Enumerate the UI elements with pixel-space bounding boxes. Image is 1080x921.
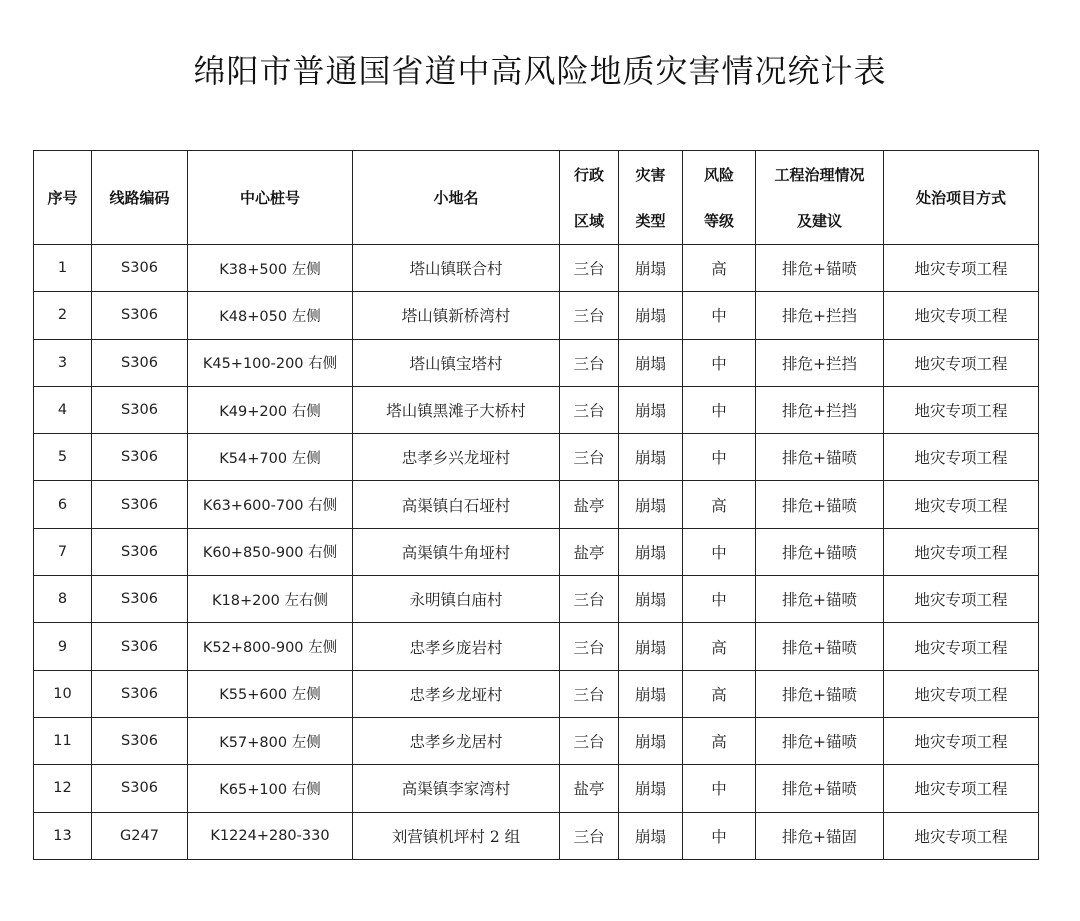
cell-risk: 中 bbox=[683, 386, 756, 433]
cell-method: 地灾专项工程 bbox=[884, 576, 1039, 623]
column-header-method bbox=[884, 151, 1039, 245]
cell-route: G247 bbox=[92, 812, 188, 859]
cell-risk: 中 bbox=[683, 812, 756, 859]
cell-treatment: 排危+拦挡 bbox=[756, 339, 884, 386]
column-header-label: 序号 bbox=[47, 188, 78, 207]
cell-region: 三台 bbox=[560, 339, 619, 386]
cell-seq: 2 bbox=[34, 292, 92, 339]
cell-method: 地灾专项工程 bbox=[884, 386, 1039, 433]
cell-method: 地灾专项工程 bbox=[884, 339, 1039, 386]
cell-region: 三台 bbox=[560, 292, 619, 339]
cell-treatment: 排危+锚喷 bbox=[756, 434, 884, 481]
column-header-label: 类型 bbox=[635, 211, 666, 230]
cell-seq: 13 bbox=[34, 812, 92, 859]
table-row bbox=[34, 434, 1039, 481]
cell-method: 地灾专项工程 bbox=[884, 292, 1039, 339]
table-row bbox=[34, 623, 1039, 670]
cell-stake: K65+100 右侧 bbox=[188, 765, 353, 812]
cell-place: 忠孝乡龙居村 bbox=[353, 717, 560, 764]
cell-treatment: 排危+锚喷 bbox=[756, 245, 884, 292]
column-header-region bbox=[560, 151, 619, 245]
cell-route: S306 bbox=[92, 339, 188, 386]
cell-route: S306 bbox=[92, 717, 188, 764]
cell-stake: K54+700 左侧 bbox=[188, 434, 353, 481]
table-row bbox=[34, 245, 1039, 292]
cell-method: 地灾专项工程 bbox=[884, 765, 1039, 812]
cell-method: 地灾专项工程 bbox=[884, 670, 1039, 717]
table-row bbox=[34, 670, 1039, 717]
cell-risk: 中 bbox=[683, 765, 756, 812]
cell-place: 塔山镇联合村 bbox=[353, 245, 560, 292]
cell-place: 永明镇白庙村 bbox=[353, 576, 560, 623]
cell-risk: 中 bbox=[683, 292, 756, 339]
cell-stake: K57+800 左侧 bbox=[188, 717, 353, 764]
cell-place: 高渠镇白石垭村 bbox=[353, 481, 560, 528]
cell-type: 崩塌 bbox=[619, 812, 683, 859]
cell-type: 崩塌 bbox=[619, 528, 683, 575]
cell-treatment: 排危+锚喷 bbox=[756, 717, 884, 764]
column-header-treatment bbox=[756, 151, 884, 245]
cell-stake: K18+200 左右侧 bbox=[188, 576, 353, 623]
column-header-label: 线路编码 bbox=[109, 188, 170, 207]
page-title: 绵阳市普通国省道中高风险地质灾害情况统计表 bbox=[193, 52, 887, 90]
table-row bbox=[34, 481, 1039, 528]
cell-treatment: 排危+锚固 bbox=[756, 812, 884, 859]
column-header-risk bbox=[683, 151, 756, 245]
cell-stake: K52+800-900 左侧 bbox=[188, 623, 353, 670]
column-header-label: 灾害 bbox=[635, 165, 666, 184]
cell-type: 崩塌 bbox=[619, 576, 683, 623]
table-row bbox=[34, 765, 1039, 812]
column-header-label: 处治项目方式 bbox=[915, 188, 1006, 207]
cell-place: 塔山镇黑滩子大桥村 bbox=[353, 386, 560, 433]
cell-treatment: 排危+锚喷 bbox=[756, 481, 884, 528]
column-header-label: 小地名 bbox=[433, 188, 479, 207]
cell-route: S306 bbox=[92, 434, 188, 481]
cell-stake: K49+200 右侧 bbox=[188, 386, 353, 433]
cell-place: 忠孝乡兴龙垭村 bbox=[353, 434, 560, 481]
table-row bbox=[34, 812, 1039, 859]
cell-region: 盐亭 bbox=[560, 481, 619, 528]
cell-seq: 9 bbox=[34, 623, 92, 670]
cell-region: 三台 bbox=[560, 670, 619, 717]
cell-place: 忠孝乡龙垭村 bbox=[353, 670, 560, 717]
cell-region: 盐亭 bbox=[560, 528, 619, 575]
cell-method: 地灾专项工程 bbox=[884, 812, 1039, 859]
cell-stake: K63+600-700 右侧 bbox=[188, 481, 353, 528]
cell-route: S306 bbox=[92, 765, 188, 812]
cell-region: 三台 bbox=[560, 717, 619, 764]
cell-risk: 中 bbox=[683, 528, 756, 575]
column-header-label: 区域 bbox=[573, 211, 604, 230]
cell-stake: K45+100-200 右侧 bbox=[188, 339, 353, 386]
table-header-row bbox=[34, 151, 1039, 245]
cell-stake: K38+500 左侧 bbox=[188, 245, 353, 292]
cell-route: S306 bbox=[92, 386, 188, 433]
cell-treatment: 排危+拦挡 bbox=[756, 292, 884, 339]
hazard-statistics-table bbox=[33, 150, 1039, 860]
cell-risk: 高 bbox=[683, 717, 756, 764]
column-header-route bbox=[92, 151, 188, 245]
cell-route: S306 bbox=[92, 576, 188, 623]
column-header-label: 中心桩号 bbox=[239, 188, 300, 207]
cell-type: 崩塌 bbox=[619, 292, 683, 339]
cell-treatment: 排危+锚喷 bbox=[756, 528, 884, 575]
cell-type: 崩塌 bbox=[619, 765, 683, 812]
table-body bbox=[34, 245, 1039, 860]
cell-seq: 5 bbox=[34, 434, 92, 481]
cell-seq: 6 bbox=[34, 481, 92, 528]
cell-method: 地灾专项工程 bbox=[884, 245, 1039, 292]
column-header-label: 及建议 bbox=[796, 211, 842, 230]
column-header-type bbox=[619, 151, 683, 245]
cell-route: S306 bbox=[92, 623, 188, 670]
cell-route: S306 bbox=[92, 292, 188, 339]
column-header-label: 等级 bbox=[703, 211, 734, 230]
cell-risk: 高 bbox=[683, 481, 756, 528]
cell-place: 高渠镇李家湾村 bbox=[353, 765, 560, 812]
cell-type: 崩塌 bbox=[619, 717, 683, 764]
cell-risk: 高 bbox=[683, 670, 756, 717]
cell-risk: 中 bbox=[683, 339, 756, 386]
cell-method: 地灾专项工程 bbox=[884, 623, 1039, 670]
column-header-label: 工程治理情况 bbox=[774, 165, 865, 184]
cell-stake: K55+600 左侧 bbox=[188, 670, 353, 717]
cell-region: 三台 bbox=[560, 245, 619, 292]
cell-stake: K1224+280-330 bbox=[188, 812, 353, 859]
cell-seq: 11 bbox=[34, 717, 92, 764]
cell-treatment: 排危+锚喷 bbox=[756, 576, 884, 623]
cell-stake: K60+850-900 右侧 bbox=[188, 528, 353, 575]
column-header-place bbox=[353, 151, 560, 245]
cell-method: 地灾专项工程 bbox=[884, 434, 1039, 481]
cell-region: 三台 bbox=[560, 623, 619, 670]
column-header-label: 风险 bbox=[703, 165, 734, 184]
cell-risk: 高 bbox=[683, 623, 756, 670]
table-row bbox=[34, 386, 1039, 433]
cell-region: 三台 bbox=[560, 434, 619, 481]
cell-method: 地灾专项工程 bbox=[884, 717, 1039, 764]
cell-seq: 12 bbox=[34, 765, 92, 812]
cell-region: 三台 bbox=[560, 386, 619, 433]
cell-route: S306 bbox=[92, 481, 188, 528]
cell-treatment: 排危+拦挡 bbox=[756, 386, 884, 433]
cell-risk: 高 bbox=[683, 245, 756, 292]
cell-route: S306 bbox=[92, 528, 188, 575]
column-header-seq bbox=[34, 151, 92, 245]
cell-risk: 中 bbox=[683, 434, 756, 481]
cell-type: 崩塌 bbox=[619, 670, 683, 717]
cell-risk: 中 bbox=[683, 576, 756, 623]
cell-place: 高渠镇牛角垭村 bbox=[353, 528, 560, 575]
cell-seq: 1 bbox=[34, 245, 92, 292]
table-row bbox=[34, 292, 1039, 339]
table-row bbox=[34, 528, 1039, 575]
cell-type: 崩塌 bbox=[619, 623, 683, 670]
cell-region: 盐亭 bbox=[560, 765, 619, 812]
cell-route: S306 bbox=[92, 670, 188, 717]
cell-treatment: 排危+锚喷 bbox=[756, 670, 884, 717]
cell-seq: 4 bbox=[34, 386, 92, 433]
cell-method: 地灾专项工程 bbox=[884, 481, 1039, 528]
cell-type: 崩塌 bbox=[619, 245, 683, 292]
cell-region: 三台 bbox=[560, 812, 619, 859]
cell-seq: 8 bbox=[34, 576, 92, 623]
cell-treatment: 排危+锚喷 bbox=[756, 765, 884, 812]
cell-place: 刘营镇机坪村 2 组 bbox=[353, 812, 560, 859]
cell-seq: 3 bbox=[34, 339, 92, 386]
table-row bbox=[34, 576, 1039, 623]
column-header-label: 行政 bbox=[573, 165, 604, 184]
cell-type: 崩塌 bbox=[619, 386, 683, 433]
cell-stake: K48+050 左侧 bbox=[188, 292, 353, 339]
cell-place: 塔山镇新桥湾村 bbox=[353, 292, 560, 339]
cell-type: 崩塌 bbox=[619, 434, 683, 481]
cell-place: 忠孝乡庞岩村 bbox=[353, 623, 560, 670]
cell-seq: 7 bbox=[34, 528, 92, 575]
cell-seq: 10 bbox=[34, 670, 92, 717]
cell-route: S306 bbox=[92, 245, 188, 292]
cell-place: 塔山镇宝塔村 bbox=[353, 339, 560, 386]
cell-type: 崩塌 bbox=[619, 481, 683, 528]
table-row bbox=[34, 717, 1039, 764]
cell-treatment: 排危+锚喷 bbox=[756, 623, 884, 670]
column-header-stake bbox=[188, 151, 353, 245]
table-row bbox=[34, 339, 1039, 386]
cell-region: 三台 bbox=[560, 576, 619, 623]
cell-method: 地灾专项工程 bbox=[884, 528, 1039, 575]
cell-type: 崩塌 bbox=[619, 339, 683, 386]
